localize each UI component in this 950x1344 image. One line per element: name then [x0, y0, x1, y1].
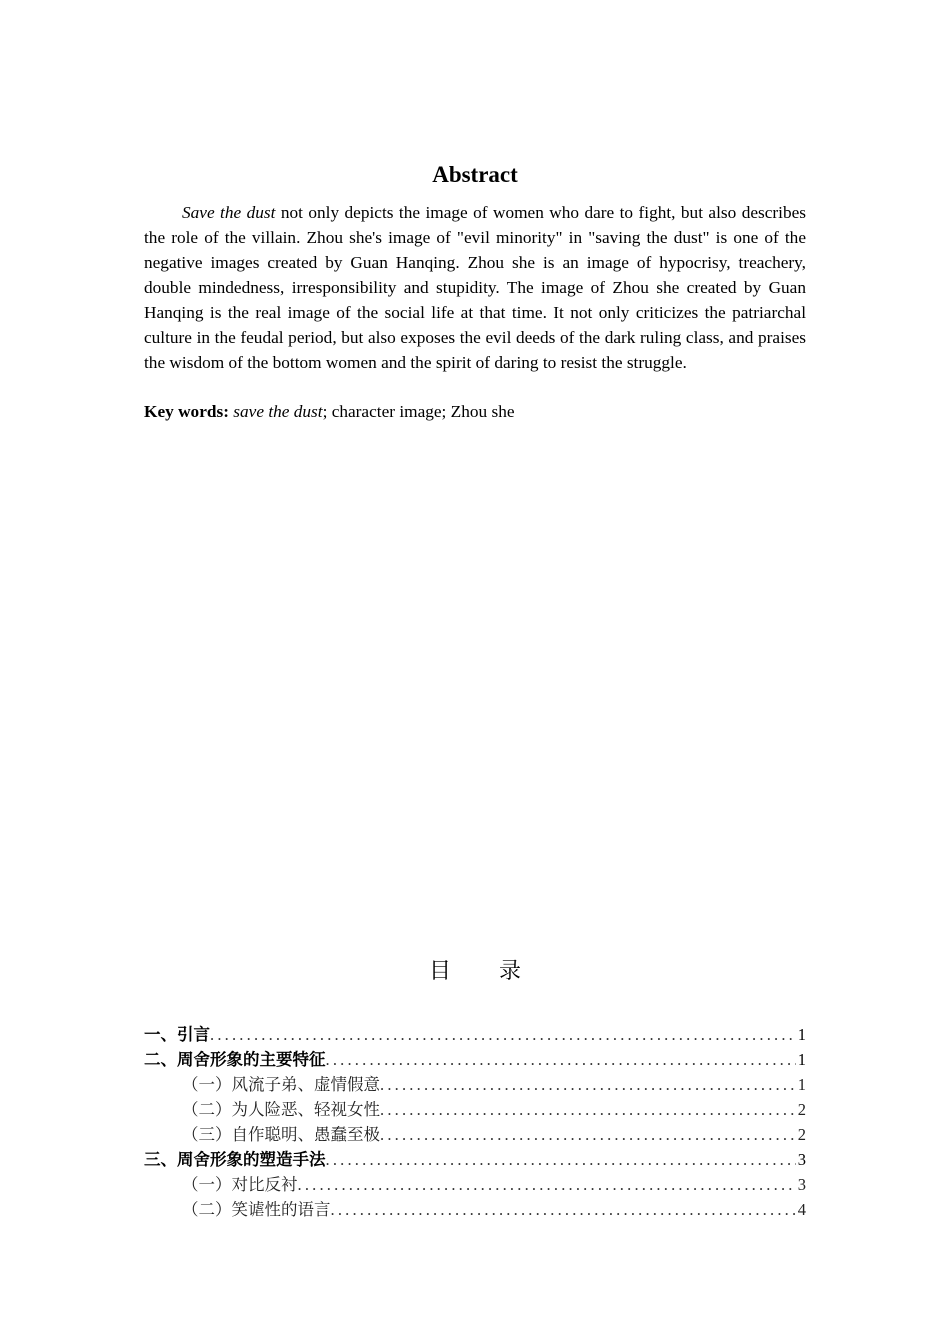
abstract-body-title-italic: Save the dust: [182, 203, 276, 222]
toc-entry-label: 三、周舍形象的塑造手法: [144, 1150, 326, 1169]
toc-entry-introduction[interactable]: [144, 1022, 806, 1047]
abstract-title: Abstract: [432, 162, 518, 187]
toc-entry-section-2[interactable]: [144, 1047, 806, 1072]
toc-entry-label: （二）为人险恶、轻视女性: [182, 1100, 380, 1119]
toc-entry-section-3-2[interactable]: [144, 1197, 806, 1222]
toc-entry-label: （三）自作聪明、愚蠢至极: [182, 1125, 380, 1144]
toc-dot-leader: [210, 1022, 796, 1047]
toc-dot-leader: [380, 1072, 796, 1097]
toc-entry-page: 4: [797, 1200, 806, 1219]
keywords-label: Key words:: [144, 402, 229, 421]
toc-entry-page: 2: [797, 1125, 806, 1144]
keywords-italic: save the dust: [233, 402, 323, 421]
toc-dot-leader: [326, 1047, 796, 1072]
toc-entry-page: 3: [797, 1175, 806, 1194]
keywords-rest: ; character image; Zhou she: [322, 402, 515, 421]
toc-entry-page: 3: [797, 1150, 806, 1169]
toc-entry-label: 二、周舍形象的主要特征: [144, 1050, 326, 1069]
toc-entry-page: 1: [797, 1050, 806, 1069]
toc-dot-leader: [331, 1197, 796, 1222]
keywords-line: [144, 399, 806, 424]
toc-entry-page: 2: [797, 1100, 806, 1119]
toc-entry-label: （一）对比反衬: [182, 1175, 298, 1194]
toc-entry-section-2-3[interactable]: [144, 1122, 806, 1147]
toc-dot-leader: [380, 1097, 796, 1122]
toc-dot-leader: [380, 1122, 796, 1147]
table-of-contents: [144, 1022, 806, 1222]
toc-entry-label: （二）笑谑性的语言: [182, 1200, 331, 1219]
toc-entry-page: 1: [797, 1075, 806, 1094]
abstract-body-text: not only depicts the image of women who dare to fight, but also describes the role of the villain. Zhou she's image of "evil minority" in "saving the dust" is one of the negative images created by Guan Hanqing. Zhou she is an image of hypocrisy, treachery, double mindedness, irresponsibility and stupidity. The image of Zhou she created by Guan Hanqing is the real image of the social life at that time. It not only criticizes the patriarchal culture in the feudal period, but also exposes the evil deeds of the dark ruling class, and praises the wisdom of the bottom women and the spirit of daring to resist the struggle.: [144, 203, 806, 372]
toc-entry-section-3[interactable]: [144, 1147, 806, 1172]
toc-entry-section-2-2[interactable]: [144, 1097, 806, 1122]
toc-title-char-1: 目: [428, 959, 451, 984]
toc-title: [0, 955, 950, 989]
toc-entry-label: 一、引言: [144, 1025, 210, 1044]
toc-entry-section-2-1[interactable]: [144, 1072, 806, 1097]
toc-entry-label: （一）风流子弟、虚情假意: [182, 1075, 380, 1094]
toc-title-char-2: 录: [499, 959, 522, 984]
abstract-body: [144, 200, 806, 375]
toc-dot-leader: [298, 1172, 796, 1197]
toc-dot-leader: [326, 1147, 796, 1172]
toc-entry-section-3-1[interactable]: [144, 1172, 806, 1197]
toc-entry-page: 1: [797, 1025, 806, 1044]
